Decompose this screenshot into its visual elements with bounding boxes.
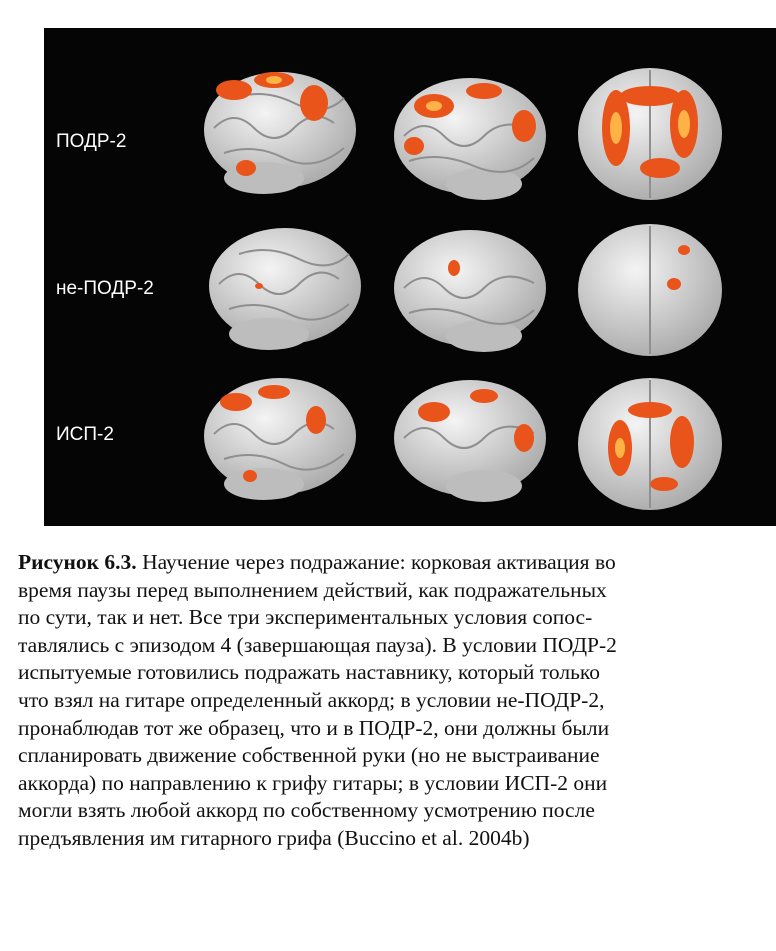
row-label-podr2: ПОДР-2 [56, 131, 127, 152]
caption-line-1 [18, 549, 776, 577]
brain-image-isp2-right [384, 368, 554, 518]
figure-caption [18, 549, 776, 853]
caption-line: испытуемые готовились подражать наставнику, который только [18, 660, 601, 685]
caption-line: могли взять любой аккорд по собственному усмотрению после [18, 798, 595, 823]
caption-line: тавлялись с эпизодом 4 (завершающая пауза). В условии ПОДР-2 [18, 632, 617, 657]
caption-line: пронаблюдав тот же образец, что и в ПОДР-2, они должны были [18, 715, 610, 740]
brain-image-ne-podr2-left [199, 214, 369, 364]
brain-image-podr2-left [194, 58, 364, 208]
brain-image-ne-podr2-right [384, 218, 554, 368]
brain-image-podr2-top [564, 58, 734, 208]
row-label-ne-podr2: не-ПОДР-2 [56, 278, 154, 299]
caption-line: спланировать движение собственной руки (но не выстраивание [18, 743, 600, 768]
caption-line: предъявления им гитарного грифа (Buccino et al. 2004b) [18, 825, 530, 850]
row-label-isp2: ИСП-2 [56, 424, 114, 445]
caption-line-1-text: Научение через подражание: корковая активация во [136, 550, 616, 574]
brain-image-ne-podr2-top [564, 214, 734, 364]
brain-image-isp2-left [194, 364, 364, 514]
caption-line: аккорда) по направлению к грифу гитары; в условии ИСП-2 они [18, 770, 608, 795]
caption-line: что взял на гитаре определенный аккорд; в условии не-ПОДР-2, [18, 687, 605, 712]
brain-activation-figure [44, 28, 776, 526]
caption-line: время паузы перед выполнением действий, как подражательных [18, 577, 607, 602]
brain-image-podr2-right [384, 66, 554, 216]
caption-line: по сути, так и нет. Все три экспериментальных условия сопос- [18, 605, 593, 630]
brain-image-isp2-top [564, 368, 734, 518]
caption-label: Рисунок 6.3. [18, 550, 137, 574]
